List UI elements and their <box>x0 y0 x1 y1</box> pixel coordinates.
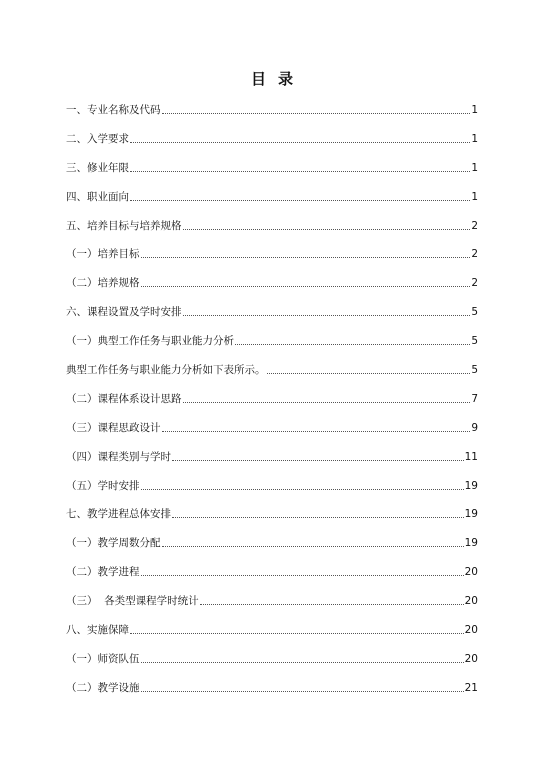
toc-entry[interactable] <box>66 645 478 674</box>
toc-dot-leader <box>130 633 464 634</box>
toc-entry-page: 2 <box>471 248 478 261</box>
toc-entry[interactable] <box>66 125 478 154</box>
toc-entry-page: 20 <box>464 624 478 637</box>
toc-entry-page: 11 <box>464 450 478 463</box>
toc-entry-label: （一）培养目标 <box>66 248 140 261</box>
toc-entry[interactable] <box>66 327 478 356</box>
toc-entry[interactable] <box>66 674 478 703</box>
toc-dot-leader <box>130 200 470 201</box>
toc-entry[interactable] <box>66 154 478 183</box>
toc-entry[interactable] <box>66 616 478 645</box>
toc-dot-leader <box>141 257 471 258</box>
toc-entry-label: 七、教学进程总体安排 <box>66 508 171 521</box>
toc-dot-leader <box>172 460 464 461</box>
toc-dot-leader <box>141 691 464 692</box>
toc-dot-leader <box>183 229 471 230</box>
toc-entry-page: 5 <box>471 335 478 348</box>
toc-dot-leader <box>141 662 464 663</box>
toc-entry[interactable] <box>66 298 478 327</box>
toc-entry[interactable] <box>66 587 478 616</box>
toc-entry-label: （三） 各类型课程学时统计 <box>66 595 199 608</box>
toc-entry-label: 典型工作任务与职业能力分析如下表所示。 <box>66 364 266 377</box>
toc-entry-page: 1 <box>471 132 478 145</box>
toc-entry-label: （一）师资队伍 <box>66 652 140 665</box>
toc-entry-label: （二）教学进程 <box>66 566 140 579</box>
toc-entry-label: 一、专业名称及代码 <box>66 104 161 116</box>
toc-entry-page: 19 <box>464 508 478 521</box>
toc-entry[interactable] <box>66 472 478 501</box>
toc-dot-leader <box>130 171 470 172</box>
toc-dot-leader <box>130 142 470 143</box>
toc-dot-leader <box>162 546 464 547</box>
toc-entry-label: （一）教学周数分配 <box>66 537 161 550</box>
toc-entry-label: （二）教学设施 <box>66 681 140 694</box>
toc-entry-label: 四、职业面向 <box>66 190 129 203</box>
toc-entry-label: （二）课程体系设计思路 <box>66 392 182 405</box>
toc-entry-page: 21 <box>464 681 478 694</box>
toc-dot-leader <box>183 402 471 403</box>
toc-dot-leader <box>172 517 464 518</box>
toc-entry[interactable] <box>66 96 478 125</box>
toc-entry-page: 20 <box>464 652 478 665</box>
toc-entry-page: 1 <box>471 161 478 174</box>
toc-entry-page: 19 <box>464 479 478 492</box>
toc-entry-label: （一）典型工作任务与职业能力分析 <box>66 335 234 348</box>
toc-dot-leader <box>235 344 470 345</box>
toc-dot-leader <box>141 489 464 490</box>
table-of-contents <box>66 96 478 703</box>
toc-entry-label: 二、入学要求 <box>66 132 129 145</box>
toc-entry-label: 八、实施保障 <box>66 624 129 637</box>
toc-entry-page: 19 <box>464 537 478 550</box>
toc-entry-label: 六、课程设置及学时安排 <box>66 306 182 319</box>
page-title-char-2: 录 <box>278 70 294 88</box>
toc-entry-page: 9 <box>471 421 478 434</box>
toc-entry-page: 5 <box>471 306 478 319</box>
toc-entry-page: 5 <box>471 364 478 377</box>
toc-entry-label: （三）课程思政设计 <box>66 421 161 434</box>
toc-entry[interactable] <box>66 240 478 269</box>
toc-entry[interactable] <box>66 443 478 472</box>
toc-entry-page: 1 <box>471 190 478 203</box>
toc-entry-page: 2 <box>471 277 478 290</box>
toc-entry[interactable] <box>66 529 478 558</box>
toc-entry[interactable] <box>66 269 478 298</box>
toc-entry-page: 20 <box>464 566 478 579</box>
toc-entry-page: 20 <box>464 595 478 608</box>
toc-entry[interactable] <box>66 500 478 529</box>
toc-dot-leader <box>141 286 471 287</box>
toc-entry[interactable] <box>66 212 478 241</box>
page-title-char-1: 目 <box>250 70 266 88</box>
toc-entry[interactable] <box>66 183 478 212</box>
toc-dot-leader <box>141 575 464 576</box>
toc-dot-leader <box>183 315 471 316</box>
toc-entry-label: （五）学时安排 <box>66 479 140 492</box>
page-title <box>0 68 544 89</box>
toc-dot-leader <box>200 604 464 605</box>
toc-entry[interactable] <box>66 385 478 414</box>
toc-entry[interactable] <box>66 558 478 587</box>
toc-dot-leader <box>267 373 471 374</box>
toc-entry-label: （四）课程类别与学时 <box>66 450 171 463</box>
toc-entry[interactable] <box>66 356 478 385</box>
toc-entry-page: 2 <box>471 219 478 232</box>
toc-entry-label: 三、修业年限 <box>66 161 129 174</box>
toc-entry-label: 五、培养目标与培养规格 <box>66 219 182 232</box>
toc-entry-page: 1 <box>471 104 478 116</box>
toc-entry-label: （二）培养规格 <box>66 277 140 290</box>
toc-entry[interactable] <box>66 414 478 443</box>
toc-dot-leader <box>162 431 471 432</box>
toc-entry-page: 7 <box>471 392 478 405</box>
toc-dot-leader <box>162 113 471 114</box>
